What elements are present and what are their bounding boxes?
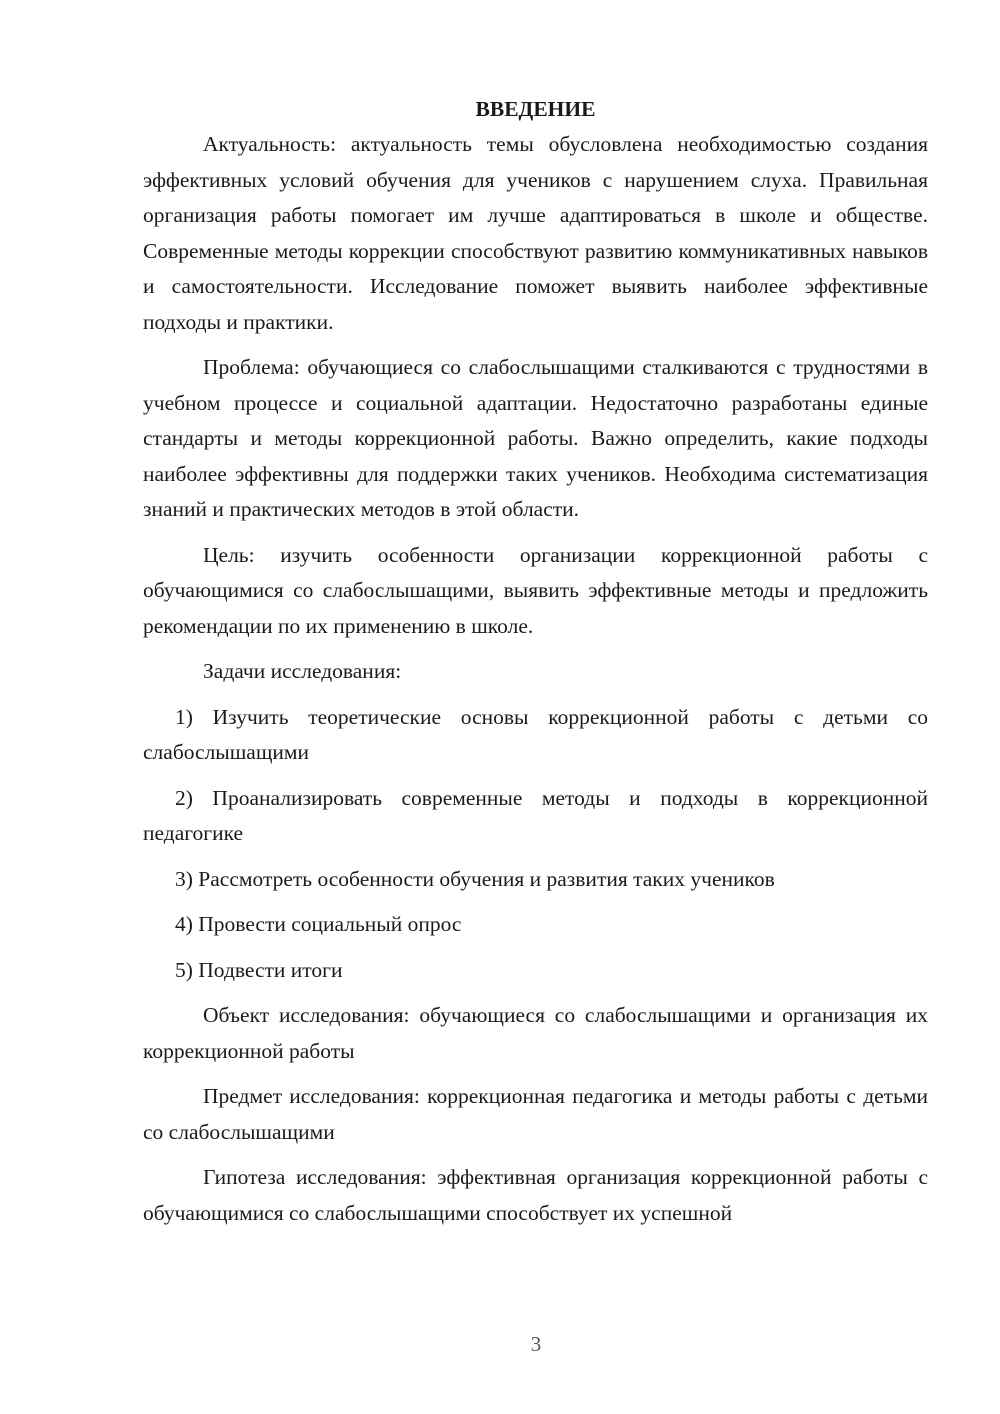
paragraph-hypothesis: Гипотеза исследования: эффективная организация коррекционной работы с обучающимися со слабослышащими способствует их успешной — [143, 1165, 928, 1225]
task-item-1: 1) Изучить теоретические основы коррекционной работы с детьми со слабослышащими — [143, 704, 928, 764]
task-item-4: 4) Провести социальный опрос — [175, 912, 462, 936]
section-title: ВВЕДЕНИЕ — [475, 97, 596, 121]
task-item-3: 3) Рассмотреть особенности обучения и развития таких учеников — [175, 866, 775, 891]
tasks-heading: Задачи исследования: — [203, 659, 402, 683]
task-item-5: 5) Подвести итоги — [175, 957, 343, 982]
paragraph-goal: Цель: изучить особенности организации коррекционной работы с обучающимися со слабослышащими, выявить эффективные методы и предложить рекомендации по их применению в школе. — [143, 542, 928, 638]
paragraph-problem: Проблема: обучающиеся со слабослышащими сталкиваются с трудностями в учебном процессе и социальной адаптации. Недостаточно разработаны единые стандарты и методы коррекционной работы. Важно определить, какие подходы наиболее эффективны для поддержки таких учеников. Необходима систематизация знаний и практических методов в этой области. — [143, 355, 928, 521]
paragraph-relevance: Актуальность: актуальность темы обусловлена необходимостью создания эффективных условий обучения для учеников с нарушением слуха. Правильная организация работы помогает им лучше адаптироваться в школе и обществе. Современные методы коррекции способствуют развитию коммуникативных навыков и самостоятельности. Исследование поможет выявить наиболее эффективные подходы и практики. — [143, 132, 928, 334]
document-page — [143, 92, 928, 1241]
task-item-2: 2) Проанализировать современные методы и подходы в коррекционной педагогике — [143, 785, 928, 845]
paragraph-subject: Предмет исследования: коррекционная педагогика и методы работы с детьми со слабослышащими — [143, 1084, 928, 1144]
paragraph-object: Объект исследования: обучающиеся со слабослышащими и организация их коррекционной работы — [143, 1003, 928, 1063]
page-number: 3 — [530, 1332, 542, 1356]
